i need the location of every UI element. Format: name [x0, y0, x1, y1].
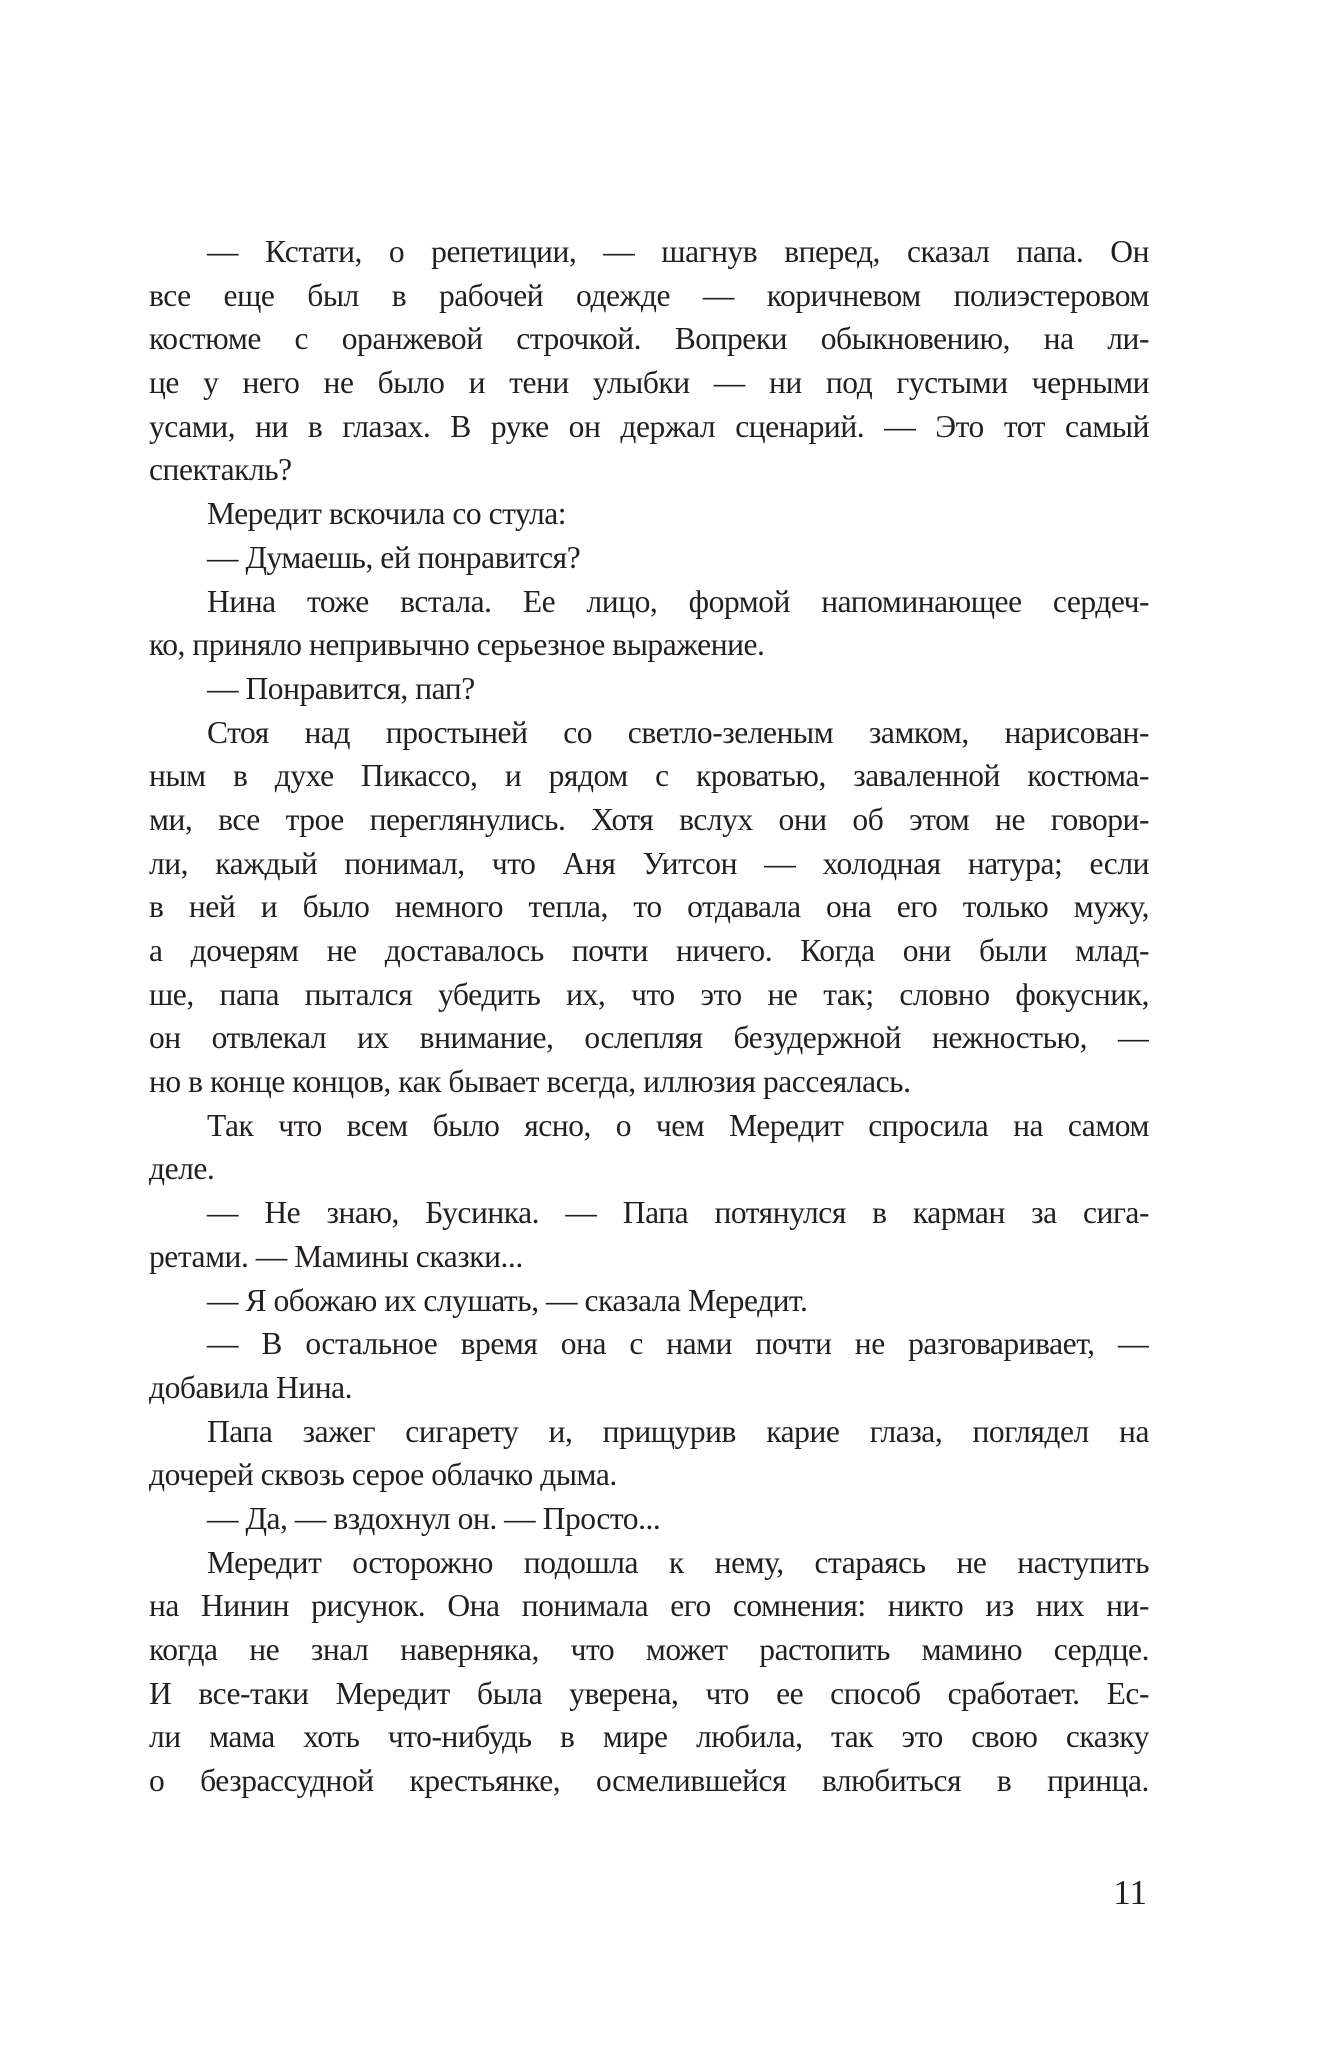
text-line: — Кстати, о репетиции, — шагнув вперед, сказал папа. Он	[207, 234, 1149, 269]
text-line: деле.	[149, 1151, 215, 1187]
text-line: усами, ни в глазах. В руке он держал сценарий. — Это тот самый	[149, 408, 1149, 444]
text-line: добавила Нина.	[149, 1369, 353, 1405]
text-line: Так что всем было ясно, о чем Мередит спросила на самом	[207, 1107, 1149, 1143]
text-line: ше, папа пытался убедить их, что это не так; словно фокусник,	[149, 976, 1149, 1012]
text-line: ми, все трое переглянулись. Хотя вслух они об этом не говори-	[149, 801, 1149, 837]
text-line: — Понравится, пап?	[207, 670, 475, 706]
text-line: — Думаешь, ей понравится?	[207, 539, 581, 575]
text-line: — В остальное время она с нами почти не разговаривает, —	[207, 1326, 1149, 1362]
text-line: И все-таки Мередит была уверена, что ее способ сработает. Ес-	[149, 1675, 1149, 1711]
text-line: Мередит осторожно подошла к нему, стараясь не наступить	[207, 1544, 1149, 1580]
page-number: 11	[1113, 1873, 1147, 1912]
text-line: спектакль?	[149, 452, 292, 488]
text-line: ретами. — Мамины сказки...	[149, 1238, 523, 1274]
text-line: Нина тоже встала. Ее лицо, формой напоминающее сердеч-	[207, 583, 1149, 619]
text-line: а дочерям не доставалось почти ничего. Когда они были млад-	[149, 933, 1149, 968]
text-line: когда не знал наверняка, что может растопить мамино сердце.	[149, 1632, 1149, 1667]
text-line: Стоя над простыней со светло-зеленым замком, нарисован-	[207, 714, 1149, 750]
text-line: — Я обожаю их слушать, — сказала Мередит.	[207, 1282, 808, 1318]
text-line: на Нинин рисунок. Она понимала его сомнения: никто из них ни-	[149, 1588, 1149, 1624]
text-line: це у него не было и тени улыбки — ни под густыми черными	[149, 365, 1149, 401]
text-line: в ней и было немного тепла, то отдавала она его только мужу,	[149, 889, 1149, 925]
text-line: ли, каждый понимал, что Аня Уитсон — холодная натура; если	[149, 845, 1149, 881]
text-line: ным в духе Пикассо, и рядом с кроватью, заваленной костюма-	[149, 758, 1149, 794]
text-line: дочерей сквозь серое облачко дыма.	[149, 1457, 617, 1493]
text-line: — Да, — вздохнул он. — Просто...	[207, 1500, 661, 1536]
body-text	[149, 230, 1149, 1803]
text-line: Мередит вскочила со стула:	[207, 496, 567, 532]
text-line: он отвлекал их внимание, ослепляя безудержной нежностью, —	[149, 1020, 1149, 1056]
text-line: — Не знаю, Бусинка. — Папа потянулся в карман за сига-	[207, 1195, 1149, 1231]
text-line: ко, приняло непривычно серьезное выражение.	[149, 627, 765, 663]
text-line: но в конце концов, как бывает всегда, иллюзия рассеялась.	[149, 1064, 911, 1100]
text-line: костюме с оранжевой строчкой. Вопреки обыкновению, на ли-	[149, 321, 1149, 357]
text-line: ли мама хоть что-нибудь в мире любила, так это свою сказку	[149, 1719, 1149, 1755]
text-line: все еще был в рабочей одежде — коричневом полиэстеровом	[149, 277, 1149, 313]
text-line: о безрассудной крестьянке, осмелившейся влюбиться в принца.	[149, 1763, 1149, 1799]
text-line: Папа зажег сигарету и, прищурив карие глаза, поглядел на	[207, 1413, 1149, 1449]
